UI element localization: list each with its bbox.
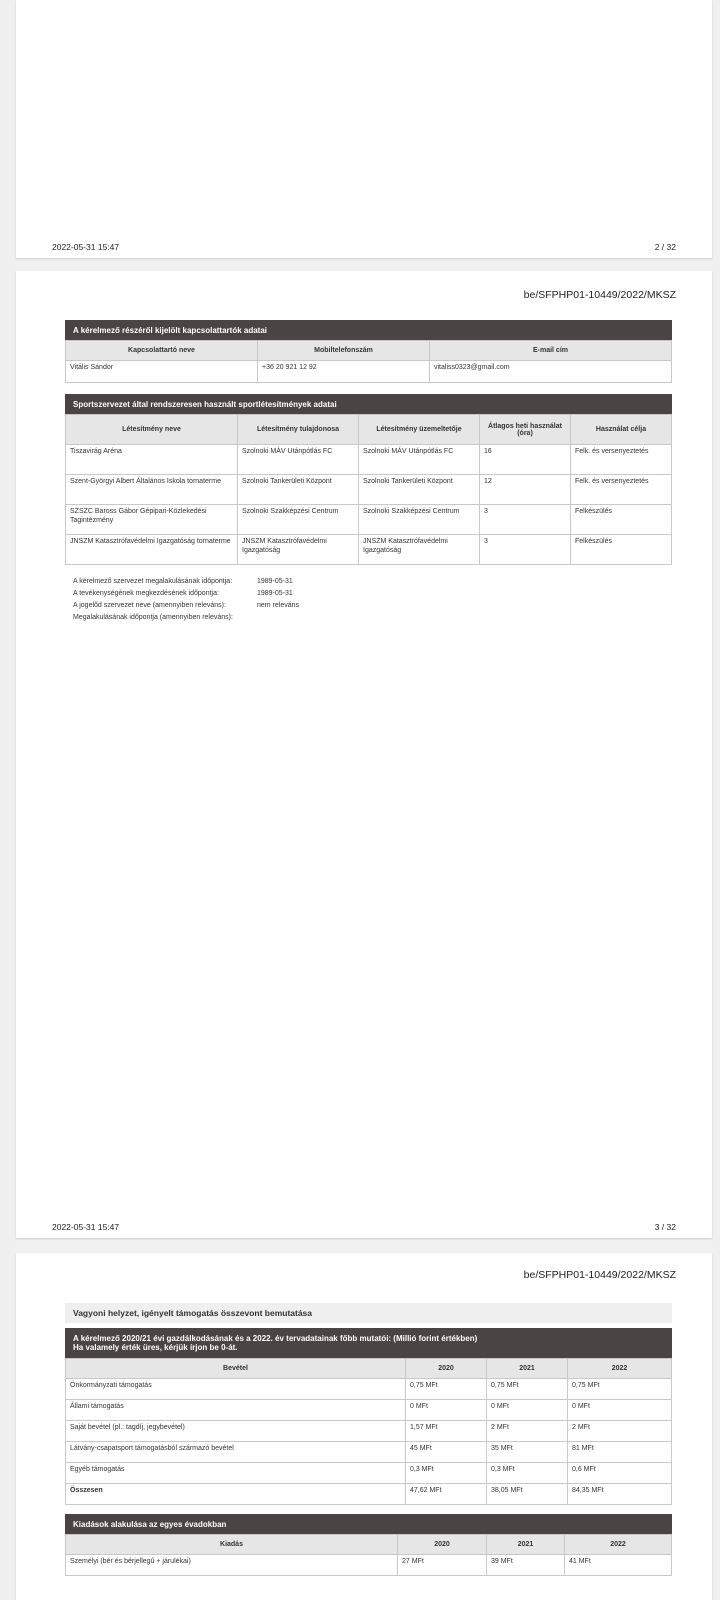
footer-page-number: 3 / 32 — [654, 1222, 676, 1232]
income-header-line2: Ha valamely érték üres, kérjük írjon be 0-át. — [73, 1343, 238, 1352]
column-header: Létesítmény neve — [66, 415, 238, 445]
contacts-table — [65, 340, 672, 383]
income-table — [65, 1358, 672, 1505]
facility-hours: 12 — [480, 475, 571, 505]
facility-owner: Szolnoki Szakképzési Centrum — [238, 505, 359, 535]
income-value-2021: 0,3 MFt — [487, 1463, 568, 1484]
income-header-line1: A kérelmező 2020/21 évi gazdálkodásának és a 2022. év tervadatainak főbb mutatói: (Millió forint értékben) — [73, 1334, 478, 1343]
info-value: nem releváns — [257, 601, 300, 609]
facility-operator: Szolnoki Szakképzési Centrum — [359, 505, 480, 535]
facility-name: SZSZC Baross Gábor Gépipari-Közlekedési Tagintézmény — [66, 505, 238, 535]
total-value-2020: 47,62 MFt — [406, 1484, 487, 1505]
income-label: Saját bevétel (pl.: tagdíj, jegybevétel) — [66, 1421, 406, 1442]
facility-hours: 3 — [480, 505, 571, 535]
income-value-2020: 0 MFt — [406, 1400, 487, 1421]
table-row — [66, 505, 672, 535]
section-title: Vagyoni helyzet, igényelt támogatás összevont bemutatása — [65, 1303, 672, 1323]
facility-owner: JNSZM Katasztrófavédelmi Igazgatóság — [238, 535, 359, 565]
footer-page-number: 2 / 32 — [654, 242, 676, 252]
expense-label: Személyi (bér és bérjellegű + járulékai) — [66, 1555, 398, 1576]
total-label: Összesen — [66, 1484, 406, 1505]
column-header: 2022 — [565, 1535, 672, 1555]
income-value-2021: 0,75 MFt — [487, 1379, 568, 1400]
table-row — [66, 1555, 672, 1576]
table-row — [66, 445, 672, 475]
financial-section — [65, 1303, 672, 1576]
column-header: Használat célja — [571, 415, 672, 445]
column-header: Létesítmény tulajdonosa — [238, 415, 359, 445]
income-label: Egyéb támogatás — [66, 1463, 406, 1484]
page-2 — [16, 0, 712, 258]
contacts-header: A kérelmező részéről kijelölt kapcsolattartók adatai — [65, 320, 672, 340]
facility-purpose: Felk. és versenyeztetés — [571, 475, 672, 505]
income-value-2022: 0,6 MFt — [568, 1463, 672, 1484]
facility-purpose: Felkészülés — [571, 505, 672, 535]
column-header: 2021 — [487, 1359, 568, 1379]
income-label: Állami támogatás — [66, 1400, 406, 1421]
expense-value-2020: 27 MFt — [398, 1555, 487, 1576]
facilities-header: Sportszervezet által rendszeresen használt sportlétesítmények adatai — [65, 394, 672, 414]
facility-operator: Szolnoki Tankerületi Központ — [359, 475, 480, 505]
info-label: A jogelőd szervezet neve (amennyiben releváns): — [73, 601, 226, 609]
facility-owner: Szolnoki MÁV Utánpótlás FC — [238, 445, 359, 475]
info-line — [73, 575, 299, 587]
income-label: Látvány-csapatsport támogatásból származó bevétel — [66, 1442, 406, 1463]
table-row — [66, 1442, 672, 1463]
contact-name: Vitális Sándor — [66, 361, 258, 383]
table-row — [66, 1463, 672, 1484]
facility-name: JNSZM Katasztrófavédelmi Igazgatóság tornaterme — [66, 535, 238, 565]
contacts-section — [65, 320, 672, 383]
info-label: Megalakulásának időpontja (amennyiben releváns): — [73, 613, 233, 621]
column-header: E-mail cím — [430, 341, 672, 361]
column-header: Mobiltelefonszám — [258, 341, 430, 361]
facility-operator: Szolnoki MÁV Utánpótlás FC — [359, 445, 480, 475]
column-header: 2020 — [398, 1535, 487, 1555]
page-3 — [16, 271, 712, 1238]
facility-name: Tiszavirág Aréna — [66, 445, 238, 475]
income-value-2022: 2 MFt — [568, 1421, 672, 1442]
table-row — [66, 361, 672, 383]
info-label: A kérelmező szervezet megalakulásának időpontja: — [73, 577, 233, 585]
expenses-table — [65, 1534, 672, 1576]
facilities-section — [65, 394, 672, 565]
info-line — [73, 599, 299, 611]
info-value: 1989-05-31 — [257, 589, 293, 597]
info-label: A tevékenységének megkezdésének időpontja: — [73, 589, 219, 597]
contact-email: vitaliss0323@gmail.com — [430, 361, 672, 383]
facility-purpose: Felk. és versenyeztetés — [571, 445, 672, 475]
info-value: 1989-05-31 — [257, 577, 293, 585]
income-value-2020: 0,75 MFt — [406, 1379, 487, 1400]
facility-operator: JNSZM Katasztrófavédelmi Igazgatóság — [359, 535, 480, 565]
footer-date: 2022-05-31 15:47 — [52, 242, 120, 252]
total-value-2022: 84,35 MFt — [568, 1484, 672, 1505]
income-value-2020: 0,3 MFt — [406, 1463, 487, 1484]
document-reference: be/SFPHP01-10449/2022/MKSZ — [523, 1269, 676, 1281]
facility-name: Szent-Györgyi Albert Általános Iskola tornaterme — [66, 475, 238, 505]
income-header — [65, 1328, 672, 1358]
income-value-2021: 2 MFt — [487, 1421, 568, 1442]
facility-owner: Szolnoki Tankerületi Központ — [238, 475, 359, 505]
expenses-header: Kiadások alakulása az egyes évadokban — [65, 1514, 672, 1534]
expense-value-2021: 39 MFt — [487, 1555, 565, 1576]
organization-info — [73, 575, 299, 623]
table-row — [66, 1379, 672, 1400]
table-row — [66, 475, 672, 505]
income-value-2022: 0 MFt — [568, 1400, 672, 1421]
contact-phone: +36 20 921 12 92 — [258, 361, 430, 383]
footer-date: 2022-05-31 15:47 — [52, 1222, 120, 1232]
column-header: Átlagos heti használat (óra) — [480, 415, 571, 445]
column-header: 2021 — [487, 1535, 565, 1555]
facility-purpose: Felkészülés — [571, 535, 672, 565]
income-label: Önkormányzati támogatás — [66, 1379, 406, 1400]
total-row — [66, 1484, 672, 1505]
facility-hours: 16 — [480, 445, 571, 475]
income-value-2020: 1,57 MFt — [406, 1421, 487, 1442]
column-header: 2022 — [568, 1359, 672, 1379]
facilities-table — [65, 414, 672, 565]
table-row — [66, 535, 672, 565]
column-header: Létesítmény üzemeltetője — [359, 415, 480, 445]
document-reference: be/SFPHP01-10449/2022/MKSZ — [523, 289, 676, 301]
table-row — [66, 1421, 672, 1442]
column-header: Kapcsolattartó neve — [66, 341, 258, 361]
page-4 — [16, 1253, 712, 1600]
info-line — [73, 587, 299, 599]
table-row — [66, 1400, 672, 1421]
income-value-2022: 81 MFt — [568, 1442, 672, 1463]
column-header: Bevétel — [66, 1359, 406, 1379]
column-header: 2020 — [406, 1359, 487, 1379]
total-value-2021: 38,05 MFt — [487, 1484, 568, 1505]
income-value-2022: 0,75 MFt — [568, 1379, 672, 1400]
facility-hours: 3 — [480, 535, 571, 565]
income-value-2020: 45 MFt — [406, 1442, 487, 1463]
column-header: Kiadás — [66, 1535, 398, 1555]
income-value-2021: 0 MFt — [487, 1400, 568, 1421]
info-line — [73, 611, 299, 623]
expense-value-2022: 41 MFt — [565, 1555, 672, 1576]
income-value-2021: 35 MFt — [487, 1442, 568, 1463]
